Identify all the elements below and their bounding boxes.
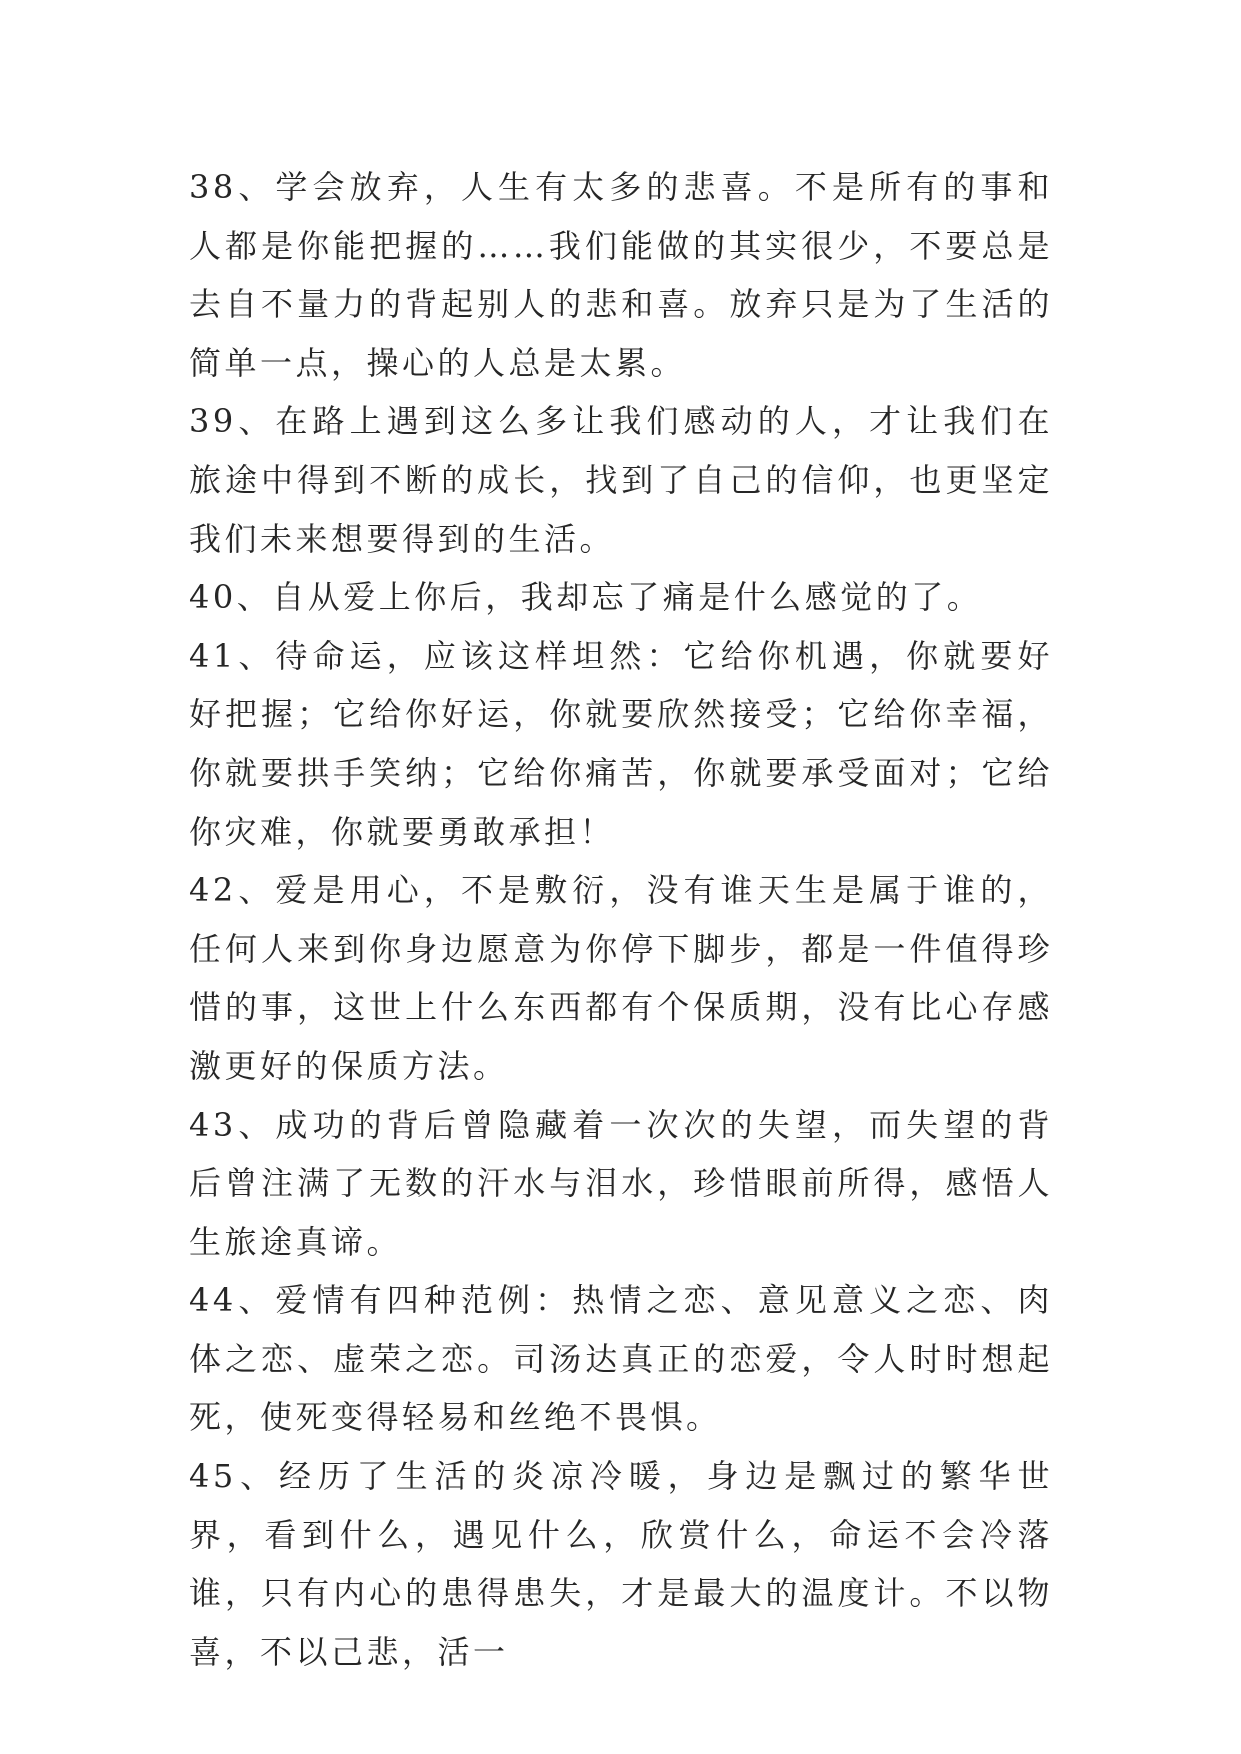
paragraph-42: 42、爱是用心，不是敷衍，没有谁天生是属于谁的，任何人来到你身边愿意为你停下脚步，都是一件值得珍惜的事，这世上什么东西都有个保质期，没有比心存感激更好的保质方法。	[189, 871, 1053, 1085]
paragraph-44: 44、爱情有四种范例：热情之恋、意见意义之恋、肉体之恋、虚荣之恋。司汤达真正的恋爱，令人时时想起死，使死变得轻易和丝绝不畏惧。	[189, 1281, 1053, 1437]
document-body	[189, 158, 1053, 1681]
paragraph-43: 43、成功的背后曾隐藏着一次次的失望，而失望的背后曾注满了无数的汗水与泪水，珍惜眼前所得，感悟人生旅途真谛。	[189, 1105, 1053, 1261]
paragraph-41: 41、待命运，应该这样坦然：它给你机遇，你就要好好把握；它给你好运，你就要欣然接受；它给你幸福，你就要拱手笑纳；它给你痛苦，你就要承受面对；它给你灾难，你就要勇敢承担！	[189, 636, 1053, 851]
paragraph-40: 40、自从爱上你后，我却忘了痛是什么感觉的了。	[189, 578, 983, 617]
paragraph-38: 38、学会放弃，人生有太多的悲喜。不是所有的事和人都是你能把握的……我们能做的其实很少，不要总是去自不量力的背起别人的悲和喜。放弃只是为了生活的简单一点，操心的人总是太累。	[189, 168, 1053, 382]
paragraph-39: 39、在路上遇到这么多让我们感动的人，才让我们在旅途中得到不断的成长，找到了自己的信仰，也更坚定我们未来想要得到的生活。	[189, 402, 1053, 558]
paragraph-45: 45、经历了生活的炎凉冷暖，身边是飘过的繁华世界，看到什么，遇见什么，欣赏什么，命运不会冷落谁，只有内心的患得患失，才是最大的温度计。不以物喜，不以己悲，活一	[189, 1457, 1053, 1671]
